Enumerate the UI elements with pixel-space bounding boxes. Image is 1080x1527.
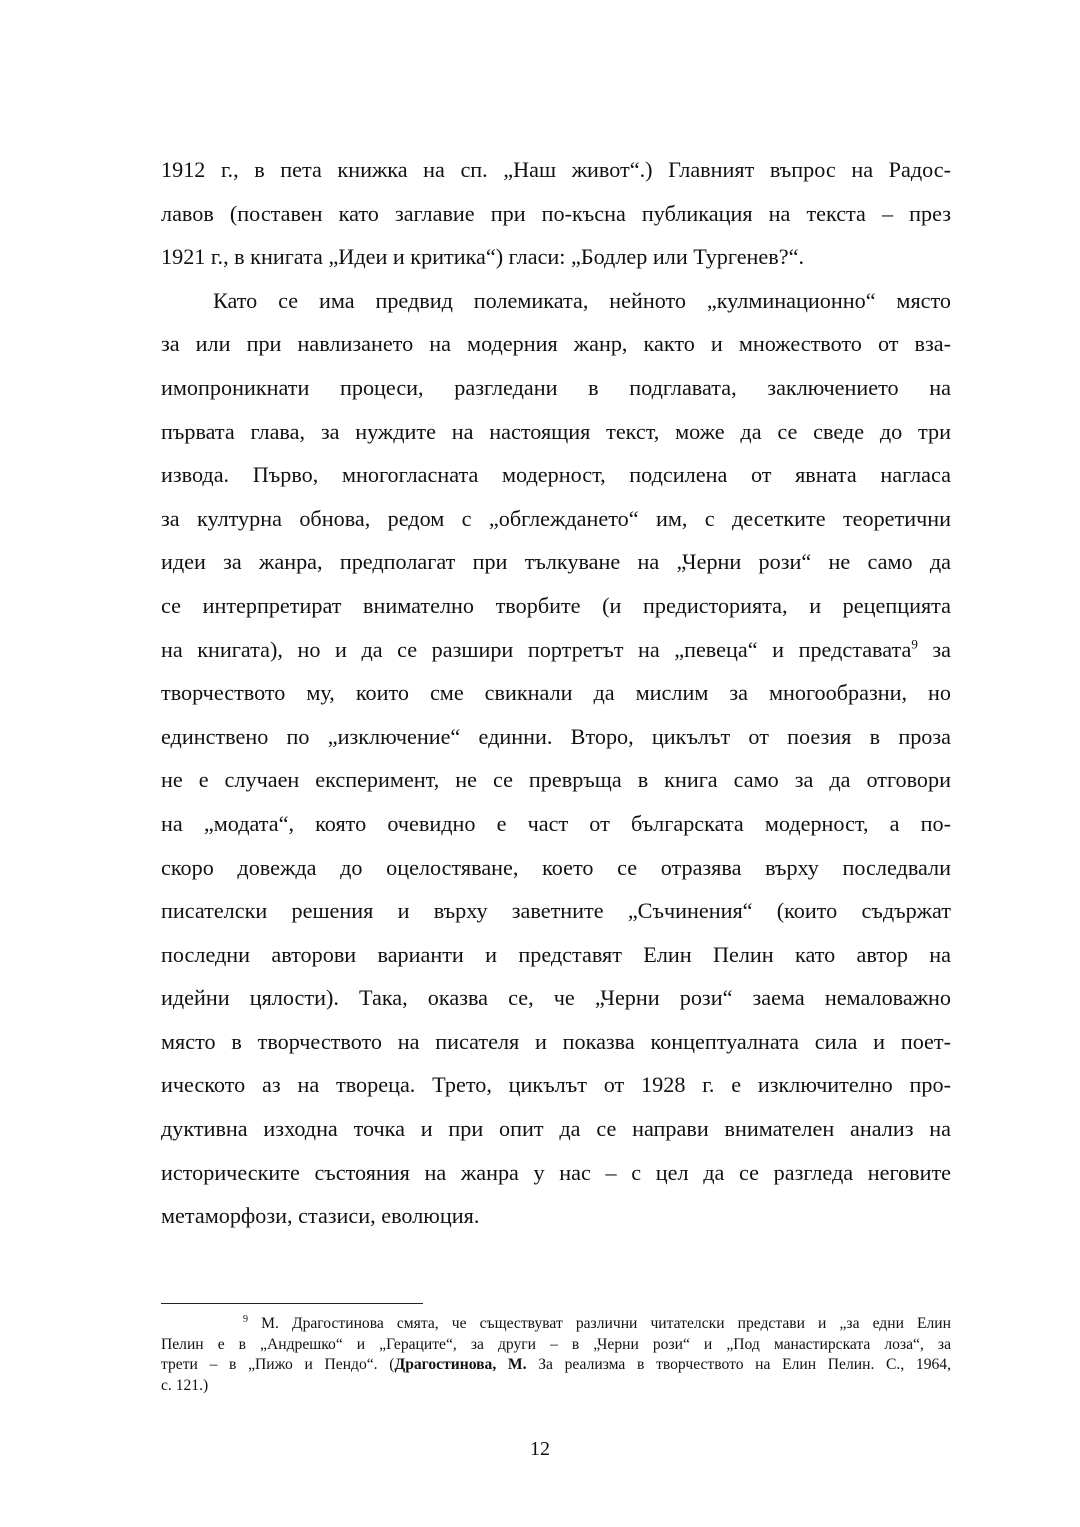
footnote-text: За реализма в творчеството на Елин Пелин. С., 1964, <box>526 1356 951 1373</box>
text-segment: на книгата), но и да се разшири портретът на „певеца“ и представата <box>161 636 912 662</box>
text-line: идеи за жанра, предполагат при тълкуване на „Черни рози“ не само да <box>161 549 951 575</box>
body-text <box>161 148 951 1238</box>
text-line: на „модата“, която очевидно е част от българската модерност, а по- <box>161 810 951 836</box>
text-line: идейни цялости). Така, оказва се, че „Черни рози“ заема немаловажно <box>161 985 951 1011</box>
footnote-line: Пелин е в „Андрешко“ и „Гераците“, за други – в „Черни рози“ и „Под манастирската лоза“, за <box>161 1335 951 1353</box>
text-line: се интерпретират внимателно творбите (и предисторията, и рецепцията <box>161 592 951 618</box>
text-line: за или при навлизането на модерния жанр, както и множеството от вза- <box>161 331 951 357</box>
footnote-line <box>161 1314 951 1335</box>
text-line: място в творчеството на писателя и показва концептуалната сила и поет- <box>161 1028 951 1054</box>
footnote-number: 9 <box>243 1313 248 1325</box>
text-line: единствено по „изключение“ единни. Второ, цикълът от поезия в проза <box>161 723 951 749</box>
text-line: ическото аз на твореца. Трето, цикълът от 1928 г. е изключително про- <box>161 1072 951 1098</box>
text-line: лавов (поставен като заглавие при по-късна публикация на текста – през <box>161 200 951 226</box>
text-line: дуктивна изходна точка и при опит да се направи внимателен анализ на <box>161 1116 951 1142</box>
text-line: 1921 г., в книгата „Идеи и критика“) гласи: „Бодлер или Тургенев?“. <box>161 244 805 270</box>
footnote-author: Драгостинова, М. <box>394 1356 527 1373</box>
text-line: скоро довежда до оцелостяване, което се отразява върху последвали <box>161 854 951 880</box>
text-line: за културна обнова, редом с „обглеждането“ им, с десетките теоретични <box>161 505 951 531</box>
text-line <box>161 628 951 672</box>
footnote-text: трети – в „Пижо и Пендо“. ( <box>161 1356 395 1373</box>
footnote-reference[interactable]: 9 <box>911 636 918 652</box>
text-line: 1912 г., в пета книжка на сп. „Наш живот“.) Главният въпрос на Радос- <box>161 157 951 182</box>
text-line: извода. Първо, многогласната модерност, подсилена от явната нагласа <box>161 462 951 488</box>
text-segment: за <box>932 636 951 662</box>
text-line: първата глава, за нуждите на настоящия текст, може да се сведе до три <box>161 418 951 444</box>
footnote-line: с. 121.) <box>161 1376 209 1394</box>
text-line: писателски решения и върху заветните „Съчинения“ (които съдържат <box>161 898 951 924</box>
footnote <box>161 1314 951 1396</box>
text-line: творчеството му, които сме свикнали да мислим за многообразни, но <box>161 680 951 706</box>
text-line: историческите състояния на жанра у нас – с цел да се разгледа неговите <box>161 1159 951 1185</box>
text-line: Като се има предвид полемиката, нейното „кулминационно“ място <box>213 287 951 313</box>
text-line: последни авторови варианти и представят Елин Пелин като автор на <box>161 941 951 967</box>
text-line: имопроникнати процеси, разгледани в подглавата, заключението на <box>161 374 951 400</box>
text-line: метаморфози, стазиси, еволюция. <box>161 1203 480 1229</box>
page-number: 12 <box>530 1438 550 1460</box>
footnote-line <box>161 1355 951 1376</box>
footnote-text: М. Драгостинова смята, че съществуват различни читателски представи и „за едни Елин <box>261 1315 951 1332</box>
footnote-divider <box>161 1303 423 1304</box>
text-line: не е случаен експеримент, не се превръща в книга само за да отговори <box>161 767 951 793</box>
